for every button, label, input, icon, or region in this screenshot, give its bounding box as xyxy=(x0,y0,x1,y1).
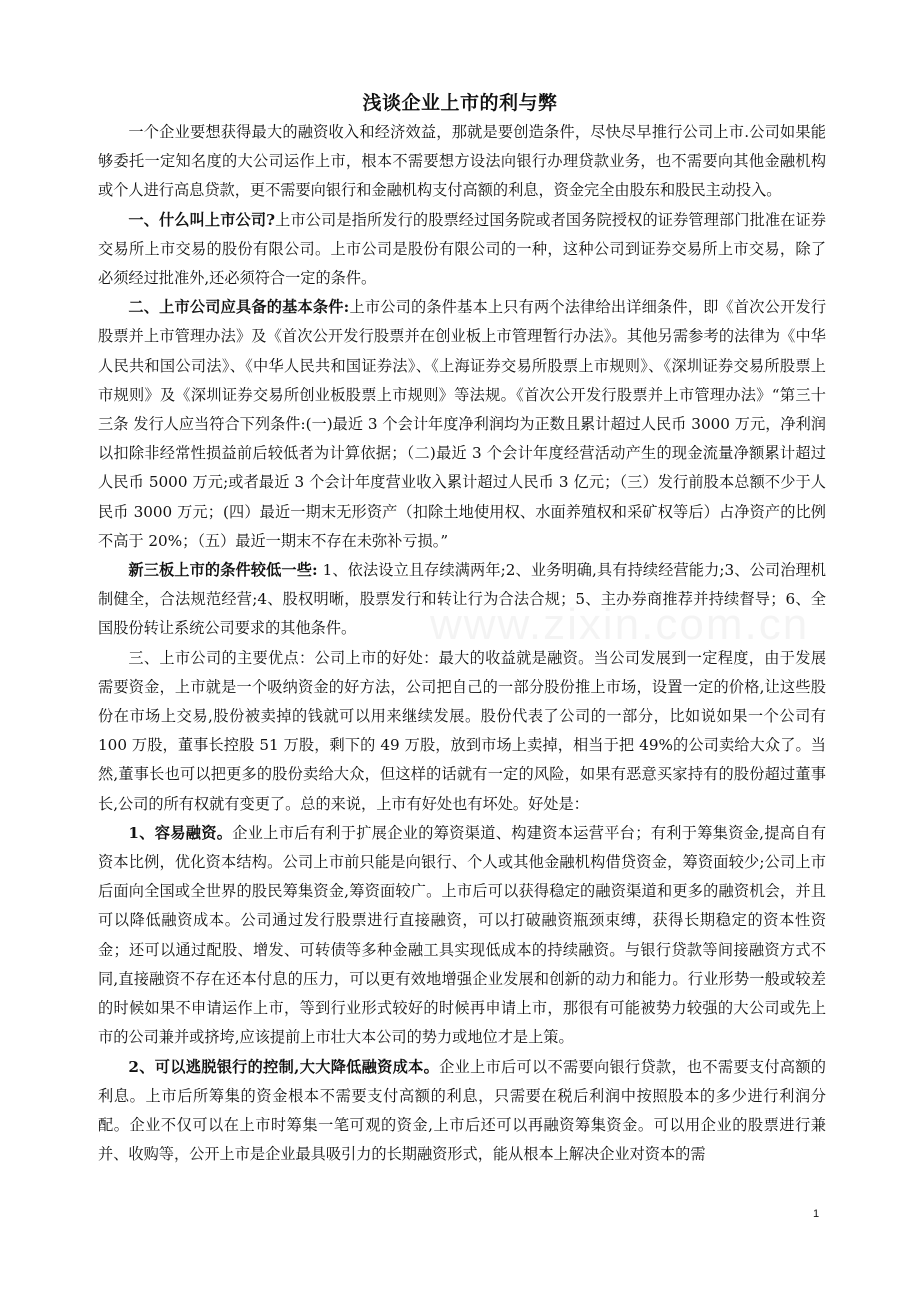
paragraph-text: 一个企业要想获得最大的融资收入和经济效益，那就是要创造条件，尽快尽早推行公司上市.公司如果能够委托一定知名度的大公司运作上市，根本不需要想方设法向银行办理贷款业务，也不需要向其他金融机构或个人进行高息贷款，更不需要向银行和金融机构支付高额的利息，资金完全由股东和股民主动投入。 xyxy=(98,123,826,200)
document-title: 浅谈企业上市的利与弊 xyxy=(362,92,558,114)
paragraph-text: 上市公司的条件基本上只有两个法律给出详细条件，即《首次公开发行股票并上市管理办法》及《首次公开发行股票并在创业板上市管理暂行办法》。其他另需参考的法律为《中华人民共和国公司法》、《中华人民共和国证券法》、《上海证券交易所股票上市规则》、《深圳证券交易所股票上市规则》及《深圳证券交易所创业板股票上市规则》等法规。《首次公开发行股票并上市管理办法》“第三十三条 发行人应当符合下列条件:(一)最近 3 个会计年度净利润均为正数且累计超过人民币 3000 万元，净利润以扣除非经常性损益前后较低者为计算依据；（二)最近 3 个会计年度经营活动产生的现金流量净额累计超过人民币 5000 万元;或者最近 3 个会计年度营业收入累计超过人民币 3 亿元；（三）发行前股本总额不少于人民币 3000 万元；(四）最近一期末无形资产（扣除土地使用权、水面养殖权和采矿权等后）占净资产的比例不高于 20%；（五）最近一期末不存在未弥补亏损。” xyxy=(98,298,827,550)
paragraph-lead: 新三板上市的条件较低一些: xyxy=(128,561,318,580)
paragraph-lead: 二、上市公司应具备的基本条件: xyxy=(128,298,350,317)
paragraph xyxy=(98,819,826,1053)
paragraph xyxy=(98,556,826,644)
paragraph xyxy=(98,118,826,206)
paragraph xyxy=(98,644,826,819)
paragraph-lead: 2、可以逃脱银行的控制,大大降低融资成本。 xyxy=(128,1057,440,1076)
paragraph xyxy=(98,293,826,556)
paragraph-text: 上市公司是指所发行的股票经过国务院或者国务院授权的证券管理部门批准在证券交易所上市交易的股份有限公司。上市公司是股份有限公司的一种，这种公司到证券交易所上市交易，除了必须经过批准外,还必须符合一定的条件。 xyxy=(98,210,826,288)
paragraph-lead: 一、什么叫上市公司? xyxy=(128,210,276,229)
paragraph-text: 1、依法设立且存续满两年;2、业务明确,具有持续经营能力;3、公司治理机制健全，合法规范经营;4、股权明晰，股票发行和转让行为合法合规；5、主办券商推荐并持续督导；6、全国股份转让系统公司要求的其他条件。 xyxy=(98,561,826,638)
watermark: www.zixin.com.cn xyxy=(430,600,810,649)
page-number: 1 xyxy=(813,1208,820,1220)
paragraph xyxy=(98,206,826,294)
paragraph-lead: 1、容易融资。 xyxy=(128,823,233,842)
document-body xyxy=(98,118,826,1169)
paragraph-text: 三、上市公司的主要优点：公司上市的好处：最大的收益就是融资。当公司发展到一定程度，由于发展需要资金，上市就是一个吸纳资金的好方法，公司把自己的一部分股份推上市场，设置一定的价格,让这些股份在市场上交易,股份被卖掉的钱就可以用来继续发展。股份代表了公司的一部分，比如说如果一个公司有 100 万股，董事长控股 51 万股，剩下的 49 万股，放到市场上卖掉，相当于把 49%的公司卖给大众了。当然,董事长也可以把更多的股份卖给大众，但这样的话就有一定的风险，如果有恶意买家持有的股份超过董事长,公司的所有权就有变更了。总的来说，上市有好处也有坏处。好处是： xyxy=(98,648,826,813)
paragraph-text: 企业上市后有利于扩展企业的筹资渠道、构建资本运营平台；有利于筹集资金,提高自有资本比例，优化资本结构。公司上市前只能是向银行、个人或其他金融机构借贷资金，筹资面较少;公司上市后面向全国或全世界的股民筹集资金,筹资面较广。上市后可以获得稳定的融资渠道和更多的融资机会，并且可以降低融资成本。公司通过发行股票进行直接融资，可以打破融资瓶颈束缚，获得长期稳定的资本性资金；还可以通过配股、增发、可转债等多种金融工具实现低成本的持续融资。与银行贷款等间接融资方式不同,直接融资不存在还本付息的压力，可以更有效地增强企业发展和创新的动力和能力。行业形势一般或较差的时候如果不申请运作上市，等到行业形式较好的时候再申请上市，那很有可能被势力较强的大公司或先上市的公司兼并或挤垮,应该提前上市壮大本公司的势力或地位才是上策。 xyxy=(98,823,827,1047)
paragraph xyxy=(98,1053,826,1170)
paragraph-text: 企业上市后可以不需要向银行贷款，也不需要支付高额的利息。上市后所筹集的资金根本不需要支付高额的利息，只需要在税后利润中按照股本的多少进行利润分配。企业不仅可以在上市时筹集一笔可观的资金,上市后还可以再融资筹集资金。可以用企业的股票进行兼并、收购等，公开上市是企业最具吸引力的长期融资形式，能从根本上解决企业对资本的需 xyxy=(98,1057,826,1164)
